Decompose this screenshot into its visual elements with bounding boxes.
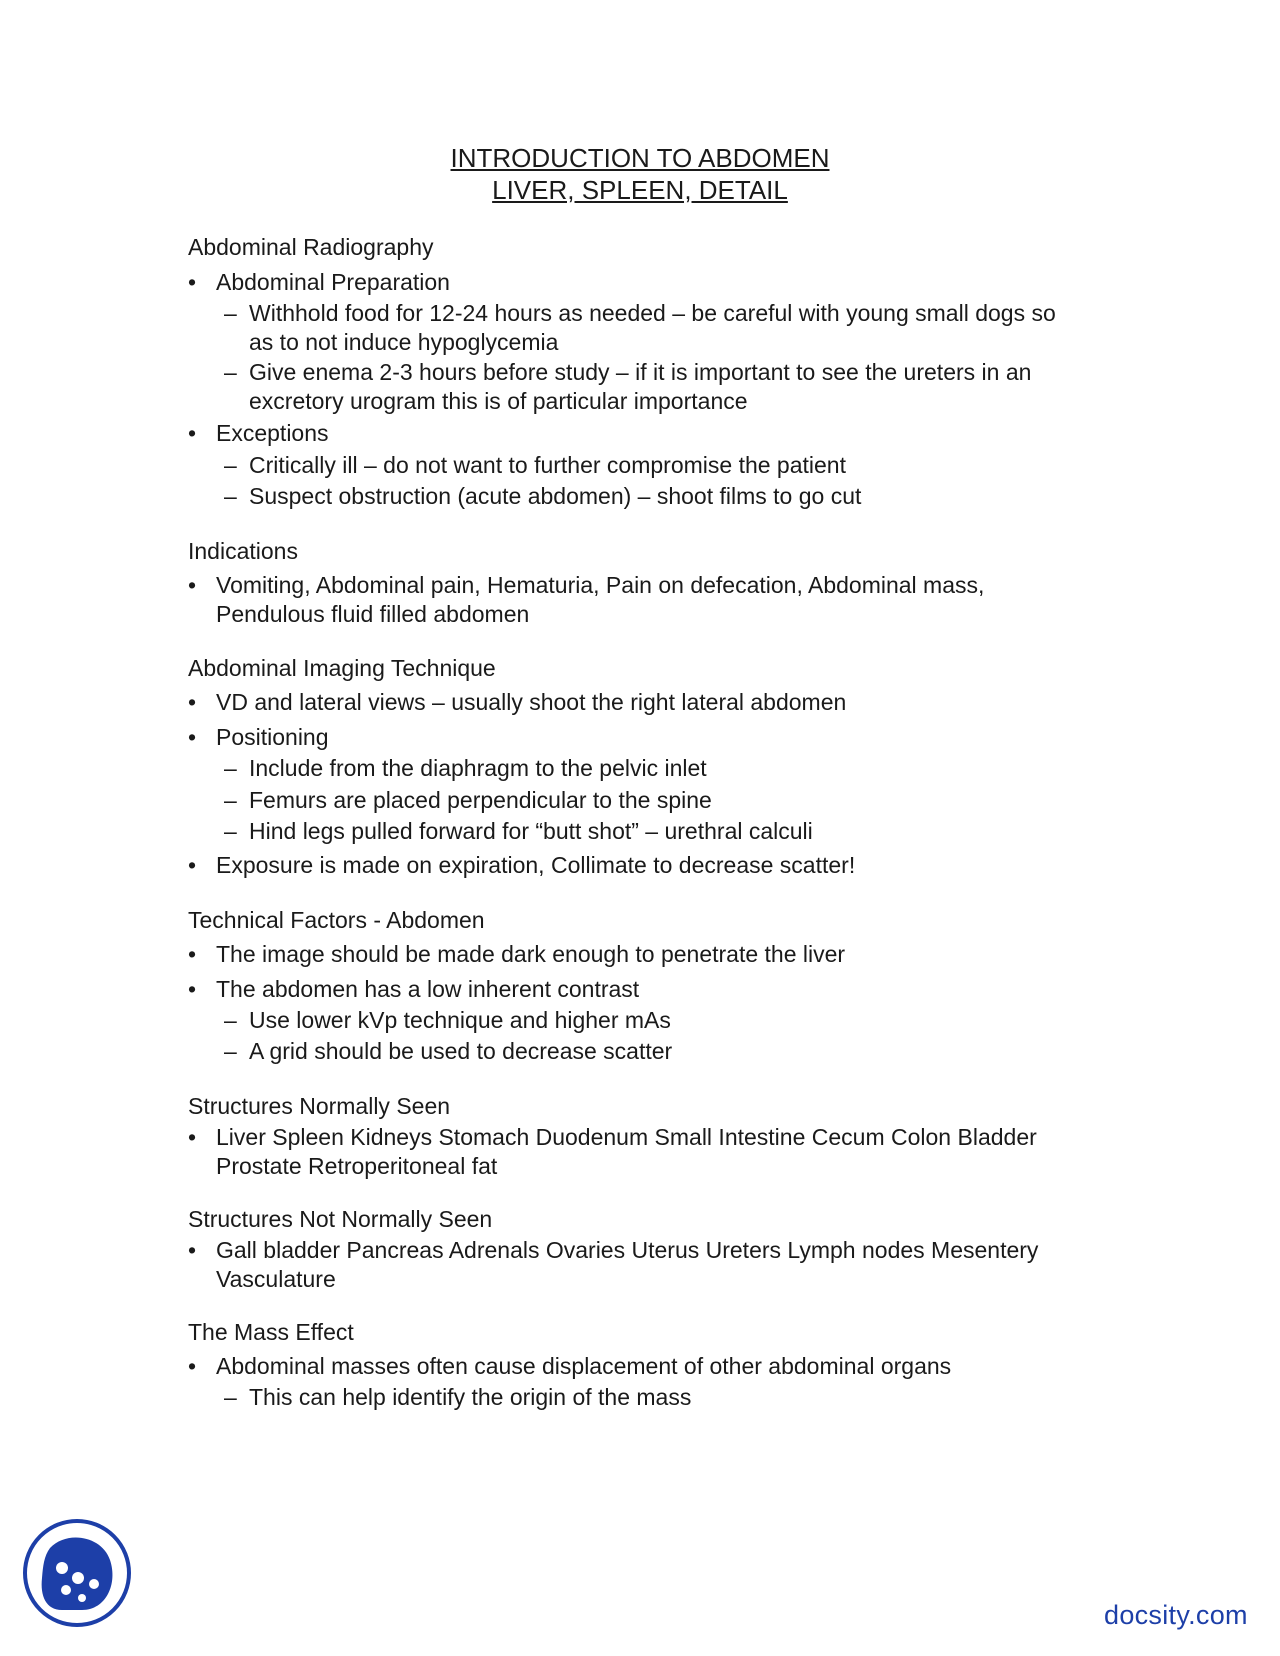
- section-heading-structures-not-seen: Structures Not Normally Seen: [188, 1206, 493, 1232]
- sub-bullet-text: Critically ill – do not want to further compromise the patient: [249, 452, 846, 478]
- bullet-text: The abdomen has a low inherent contrast: [216, 976, 640, 1002]
- bullet-icon: •: [188, 724, 197, 750]
- bullet-icon: •: [188, 976, 197, 1002]
- sub-bullet-text: Femurs are placed perpendicular to the spine: [249, 787, 712, 813]
- section-heading-structures-seen: Structures Normally Seen: [188, 1093, 451, 1119]
- dash-icon: –: [224, 1038, 237, 1064]
- bullet-icon: •: [188, 269, 197, 295]
- bullet-text: Abdominal masses often cause displacement of other abdominal organs: [216, 1353, 952, 1379]
- bullet-text: Gall bladder Pancreas Adrenals Ovaries Uterus Ureters Lymph nodes Mesentery Vasculature: [216, 1237, 1039, 1292]
- bullet-icon: •: [188, 852, 197, 878]
- dash-icon: –: [224, 300, 237, 326]
- section-heading-indications: Indications: [188, 538, 298, 564]
- bullet-icon: •: [188, 572, 197, 598]
- sub-bullet-text: A grid should be used to decrease scatter: [249, 1038, 673, 1064]
- dash-icon: –: [224, 787, 237, 813]
- sub-bullet-text: This can help identify the origin of the mass: [249, 1384, 692, 1410]
- page-title-line-1: INTRODUCTION TO ABDOMEN: [450, 143, 830, 173]
- bullet-text: Exceptions: [216, 420, 329, 446]
- section-heading-technical-factors: Technical Factors - Abdomen: [188, 907, 485, 933]
- sub-bullet-text: Withhold food for 12-24 hours as needed – be careful with young small dogs so as to not induce hypoglycemia: [249, 300, 1056, 355]
- bullet-icon: •: [188, 420, 197, 446]
- bullet-text: Positioning: [216, 724, 329, 750]
- docsity-brand-link[interactable]: docsity.com: [1104, 1600, 1248, 1630]
- dash-icon: –: [224, 818, 237, 844]
- dash-icon: –: [224, 483, 237, 509]
- bullet-icon: •: [188, 1353, 197, 1379]
- dash-icon: –: [224, 359, 237, 385]
- section-heading-radiography: Abdominal Radiography: [188, 234, 434, 260]
- dash-icon: –: [224, 755, 237, 781]
- bullet-text: VD and lateral views – usually shoot the right lateral abdomen: [216, 689, 847, 715]
- sub-bullet-text: Use lower kVp technique and higher mAs: [249, 1007, 671, 1033]
- bullet-icon: •: [188, 689, 197, 715]
- bullet-text: Vomiting, Abdominal pain, Hematuria, Pain on defecation, Abdominal mass, Pendulous fluid filled abdomen: [216, 572, 985, 627]
- bullet-icon: •: [188, 1124, 197, 1150]
- dash-icon: –: [224, 1384, 237, 1410]
- bullet-text: Exposure is made on expiration, Collimate to decrease scatter!: [216, 852, 856, 878]
- dash-icon: –: [224, 452, 237, 478]
- sub-bullet-text: Hind legs pulled forward for “butt shot” – urethral calculi: [249, 818, 813, 844]
- bullet-text: Abdominal Preparation: [216, 269, 450, 295]
- dash-icon: –: [224, 1007, 237, 1033]
- section-heading-mass-effect: The Mass Effect: [188, 1319, 354, 1345]
- sub-bullet-text: Suspect obstruction (acute abdomen) – shoot films to go cut: [249, 483, 862, 509]
- page-title-line-2: LIVER, SPLEEN, DETAIL: [492, 175, 788, 205]
- section-heading-technique: Abdominal Imaging Technique: [188, 655, 496, 681]
- bullet-icon: •: [188, 1237, 197, 1263]
- bullet-icon: •: [188, 941, 197, 967]
- sub-bullet-text: Give enema 2-3 hours before study – if it is important to see the ureters in an excretory urogram this is of particular importance: [249, 359, 1032, 414]
- docsity-logo-icon[interactable]: [22, 1518, 132, 1628]
- bullet-text: The image should be made dark enough to penetrate the liver: [216, 941, 846, 967]
- sub-bullet-text: Include from the diaphragm to the pelvic inlet: [249, 755, 707, 781]
- bullet-text: Liver Spleen Kidneys Stomach Duodenum Small Intestine Cecum Colon Bladder Prostate Retroperitoneal fat: [216, 1124, 1037, 1179]
